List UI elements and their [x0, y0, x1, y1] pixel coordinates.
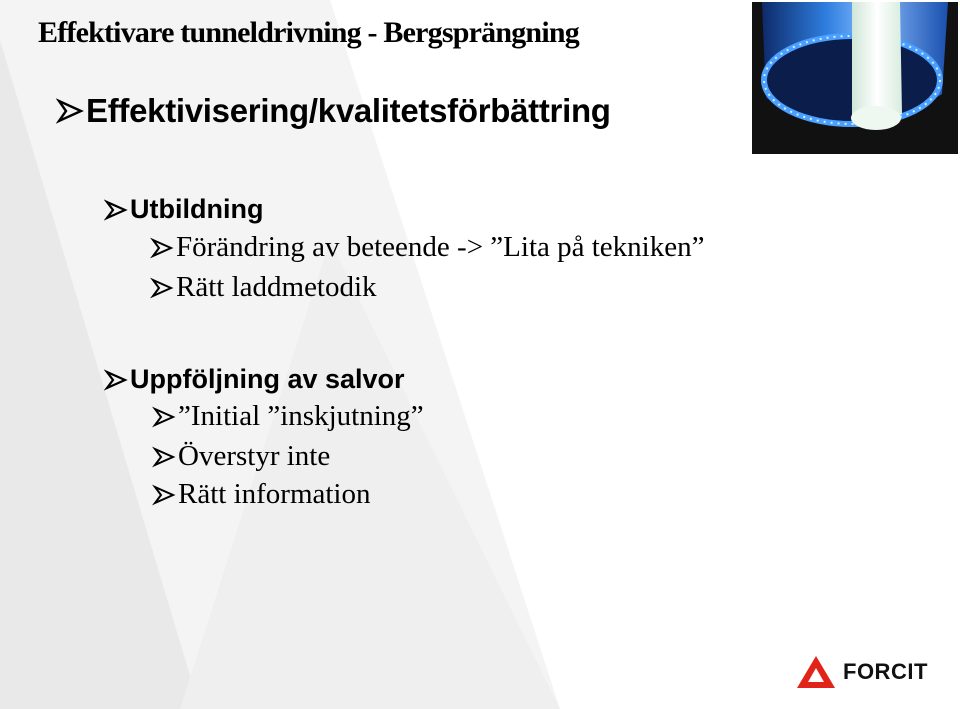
list-item-text: Förändring av beteende -> ”Lita på tekniken” [176, 231, 705, 263]
list-item [152, 478, 371, 511]
arrow-bullet-icon [104, 199, 128, 221]
forcit-logo-text: FORCIT [843, 659, 928, 684]
arrow-bullet-icon [150, 237, 174, 259]
list-item [152, 440, 330, 473]
list-item [152, 400, 424, 433]
forcit-logo [797, 656, 928, 688]
list-item-text: Rätt laddmetodik [176, 271, 377, 303]
main-point [56, 92, 611, 130]
section-heading-uppfoljning [104, 364, 405, 395]
main-point-text: Effektivisering/kvalitetsförbättring [86, 92, 611, 129]
section-heading-text: Utbildning [130, 194, 264, 224]
tube-photo [752, 2, 958, 154]
list-item-text: ”Initial ”inskjutning” [178, 400, 424, 432]
slide-title: Effektivare tunneldrivning - Bergsprängning [38, 16, 579, 49]
arrow-bullet-icon [104, 369, 128, 391]
list-item-text: Rätt information [178, 478, 371, 510]
list-item-text: Överstyr inte [178, 440, 331, 472]
arrow-bullet-icon [152, 446, 176, 468]
list-item [150, 271, 377, 304]
section-heading-text: Uppföljning av salvor [130, 364, 405, 394]
arrow-bullet-icon [150, 277, 174, 299]
arrow-bullet-icon [152, 406, 176, 428]
arrow-bullet-icon [152, 484, 176, 506]
forcit-logo-mark-icon [797, 656, 835, 688]
section-heading-utbildning [104, 194, 263, 225]
arrow-bullet-icon [56, 98, 84, 124]
list-item [150, 231, 704, 264]
